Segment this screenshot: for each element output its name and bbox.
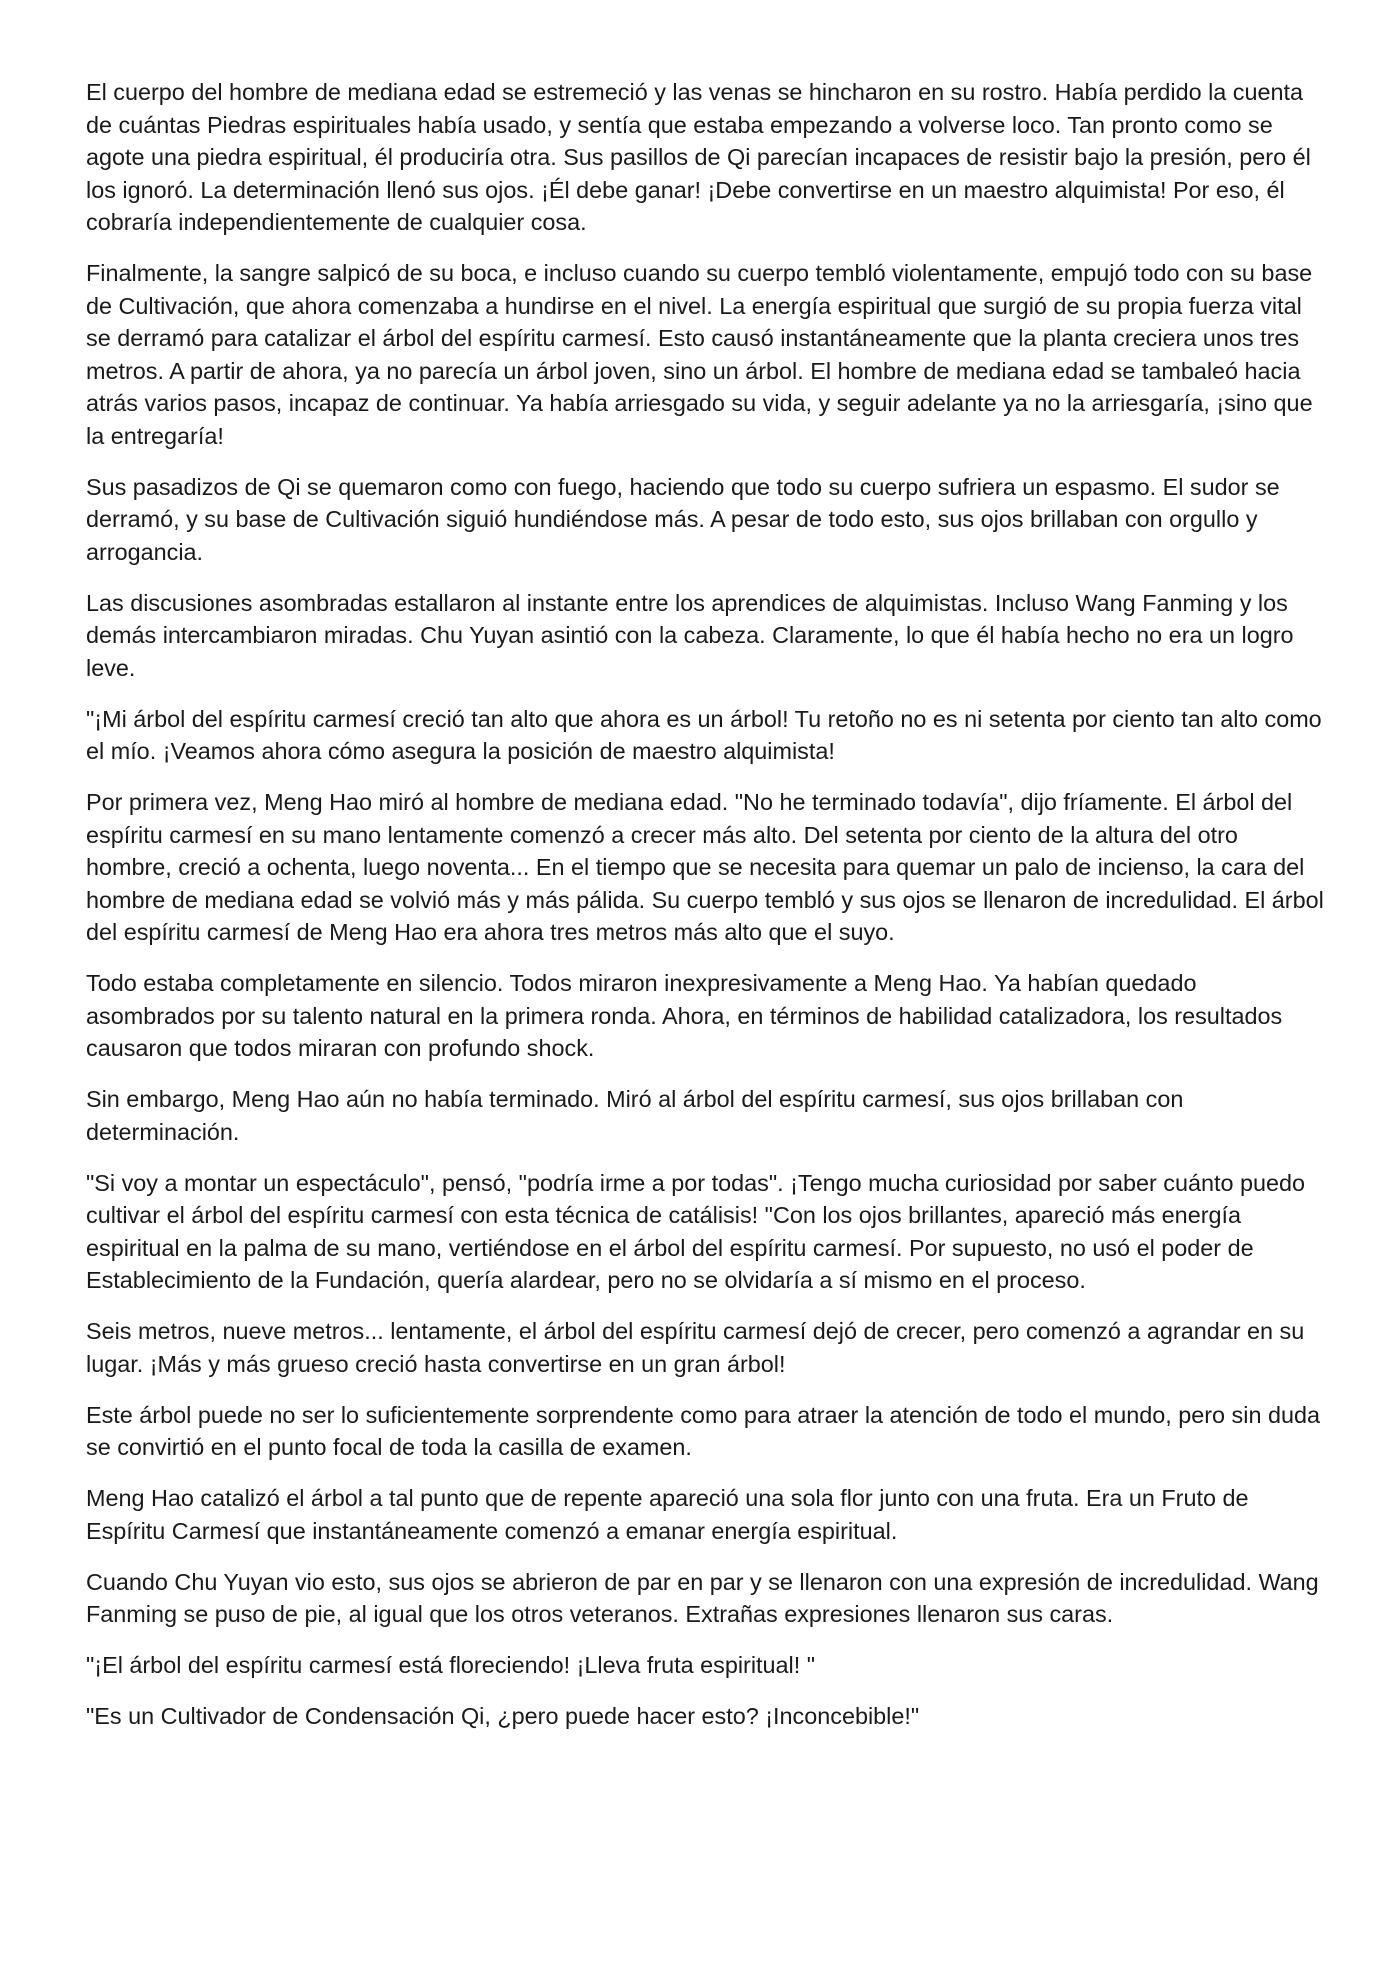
paragraph-15: "Es un Cultivador de Condensación Qi, ¿pero puede hacer esto? ¡Inconcebible!" <box>86 1703 920 1729</box>
paragraph-4: Las discusiones asombradas estallaron al instante entre los aprendices de alquimistas. Incluso Wang Fanming y los demás intercambiaron miradas. Chu Yuyan asintió con la cabeza. Claramente, lo que él había hecho no era un logro leve. <box>86 589 1294 681</box>
paragraph-1: El cuerpo del hombre de mediana edad se estremeció y las venas se hincharon en su rostro. Había perdido la cuenta de cuántas Piedras espirituales había usado, y sentía que estaba empezando a volverse loco. Tan pronto como se agote una piedra espiritual, él produciría otra. Sus pasillos de Qi parecían incapaces de resistir bajo la presión, pero él los ignoró. La determinación llenó sus ojos. ¡Él debe ganar! ¡Debe convertirse en un maestro alquimista! Por eso, él cobraría independientemente de cualquier cosa. <box>86 79 1311 235</box>
paragraph-14: "¡El árbol del espíritu carmesí está floreciendo! ¡Lleva fruta espiritual! " <box>86 1652 816 1678</box>
paragraph-2: Finalmente, la sangre salpicó de su boca, e incluso cuando su cuerpo tembló violentamente, empujó todo con su base de Cultivación, que ahora comenzaba a hundirse en el nivel. La energía espiritual que surgió de su propia fuerza vital se derramó para catalizar el árbol del espíritu carmesí. Esto causó instantáneamente que la planta creciera unos tres metros. A partir de ahora, ya no parecía un árbol joven, sino un árbol. El hombre de mediana edad se tambaleó hacia atrás varios pasos, incapaz de continuar. Ya había arriesgado su vida, y seguir adelante ya no la arriesgaría, ¡sino que la entregaría! <box>86 260 1313 449</box>
paragraph-6: Por primera vez, Meng Hao miró al hombre de mediana edad. "No he terminado todavía", dijo fríamente. El árbol del espíritu carmesí en su mano lentamente comenzó a crecer más alto. Del setenta por ciento de la altura del otro hombre, creció a ochenta, luego noventa... En el tiempo que se necesita para quemar un palo de incienso, la cara del hombre de mediana edad se volvió más y más pálida. Su cuerpo tembló y sus ojos se llenaron de incredulidad. El árbol del espíritu carmesí de Meng Hao era ahora tres metros más alto que el suyo. <box>86 789 1324 945</box>
paragraph-5: "¡Mi árbol del espíritu carmesí creció tan alto que ahora es un árbol! Tu retoño no es ni setenta por ciento tan alto como el mío. ¡Veamos ahora cómo asegura la posición de maestro alquimista! <box>86 705 1322 764</box>
paragraph-13: Cuando Chu Yuyan vio esto, sus ojos se abrieron de par en par y se llenaron con una expresión de incredulidad. Wang Fanming se puso de pie, al igual que los otros veteranos. Extrañas expresiones llenaron sus caras. <box>86 1568 1319 1627</box>
paragraph-9: "Si voy a montar un espectáculo", pensó, "podría irme a por todas". ¡Tengo mucha curiosidad por saber cuánto puedo cultivar el árbol del espíritu carmesí con esta técnica de catálisis! "Con los ojos brillantes, apareció más energía espiritual en la palma de su mano, vertiéndose en el árbol del espíritu carmesí. Por supuesto, no usó el poder de Establecimiento de la Fundación, quería alardear, pero no se olvidaría a sí mismo en el proceso. <box>86 1169 1306 1293</box>
paragraph-3: Sus pasadizos de Qi se quemaron como con fuego, haciendo que todo su cuerpo sufriera un espasmo. El sudor se derramó, y su base de Cultivación siguió hundiéndose más. A pesar de todo esto, sus ojos brillaban con orgullo y arrogancia. <box>86 473 1280 565</box>
paragraph-8: Sin embargo, Meng Hao aún no había terminado. Miró al árbol del espíritu carmesí, sus ojos brillaban con determinación. <box>86 1086 1184 1145</box>
paragraph-12: Meng Hao catalizó el árbol a tal punto que de repente apareció una sola flor junto con una fruta. Era un Fruto de Espíritu Carmesí que instantáneamente comenzó a emanar energía espiritual. <box>86 1485 1249 1544</box>
document-page <box>86 76 1326 1751</box>
paragraph-11: Este árbol puede no ser lo suficientemente sorprendente como para atraer la atención de todo el mundo, pero sin duda se convirtió en el punto focal de toda la casilla de examen. <box>86 1401 1320 1460</box>
paragraph-7: Todo estaba completamente en silencio. Todos miraron inexpresivamente a Meng Hao. Ya habían quedado asombrados por su talento natural en la primera ronda. Ahora, en términos de habilidad catalizadora, los resultados causaron que todos miraran con profundo shock. <box>86 970 1283 1061</box>
paragraph-10: Seis metros, nueve metros... lentamente, el árbol del espíritu carmesí dejó de crecer, pero comenzó a agrandar en su lugar. ¡Más y más grueso creció hasta convertirse en un gran árbol! <box>86 1318 1305 1377</box>
